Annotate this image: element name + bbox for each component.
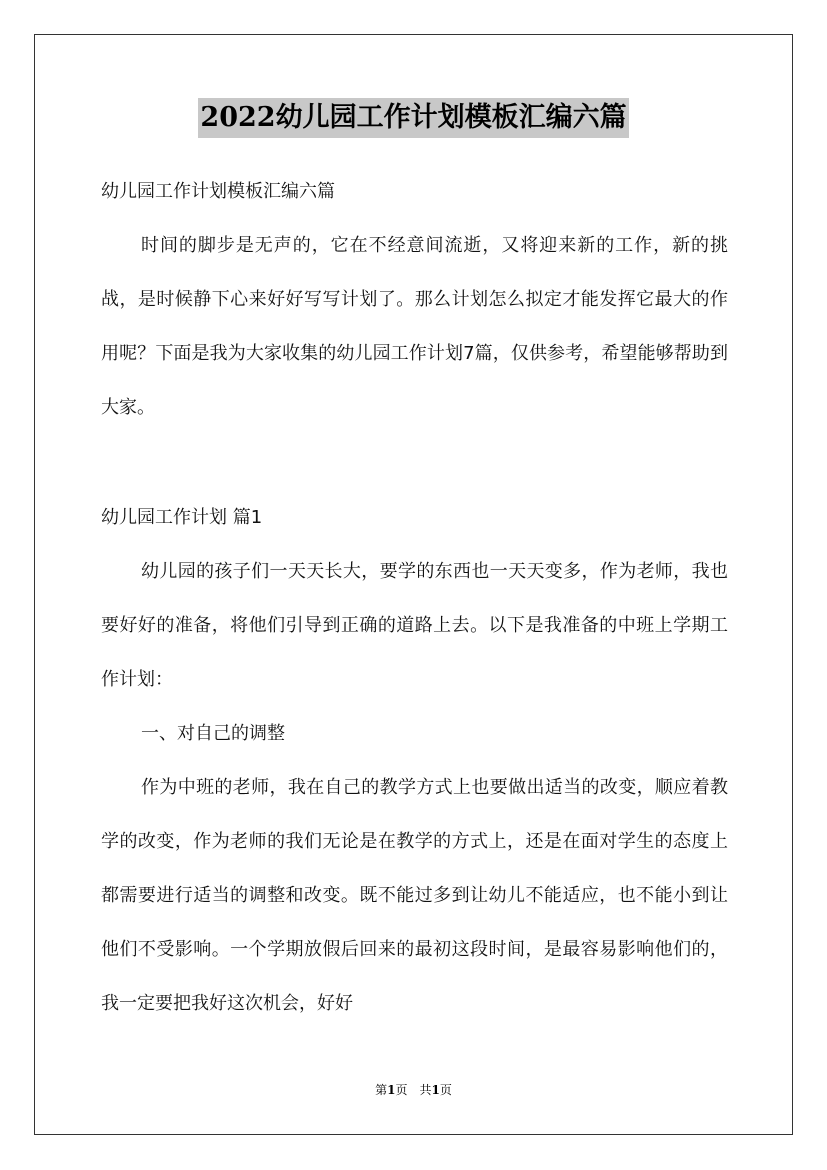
section1-paragraph1: 幼儿园的孩子们一天天长大，要学的东西也一天天变多，作为老师，我也要好好的准备，将他们引导到正确的道路上去。以下是我准备的中班上学期工作计划： [101, 561, 728, 690]
footer-mid: 页 共 [395, 1083, 432, 1097]
document-title: 2022幼儿园工作计划模板汇编六篇 [198, 98, 628, 138]
footer-page-total: 1 [431, 1083, 440, 1097]
section1-block [101, 491, 728, 1031]
subtitle: 幼儿园工作计划模板汇编六篇 [101, 181, 335, 202]
subtitle-block [101, 165, 728, 219]
footer-suffix: 页 [439, 1083, 452, 1097]
section1-subheading: 一、对自己的调整 [141, 723, 285, 744]
page-footer [0, 1081, 827, 1098]
footer-page-number: 1 [387, 1083, 396, 1097]
section1-heading: 幼儿园工作计划 篇1 [101, 507, 263, 528]
footer-prefix: 第 [375, 1083, 388, 1097]
intro-paragraph: 时间的脚步是无声的，它在不经意间流逝，又将迎来新的工作，新的挑战，是时候静下心来好好写写计划了。那么计划怎么拟定才能发挥它最大的作用呢？下面是我为大家收集的幼儿园工作计划7篇，仅供参考，希望能够帮助到大家。 [101, 235, 728, 418]
title-container [0, 98, 827, 138]
intro-block [101, 219, 728, 435]
section1-paragraph2: 作为中班的老师，我在自己的教学方式上也要做出适当的改变，顺应着教学的改变，作为老师的我们无论是在教学的方式上，还是在面对学生的态度上都需要进行适当的调整和改变。既不能过多到让幼儿不能适应，也不能小到让他们不受影响。一个学期放假后回来的最初这段时间，是最容易影响他们的，我一定要把我好这次机会，好好 [101, 777, 728, 1014]
